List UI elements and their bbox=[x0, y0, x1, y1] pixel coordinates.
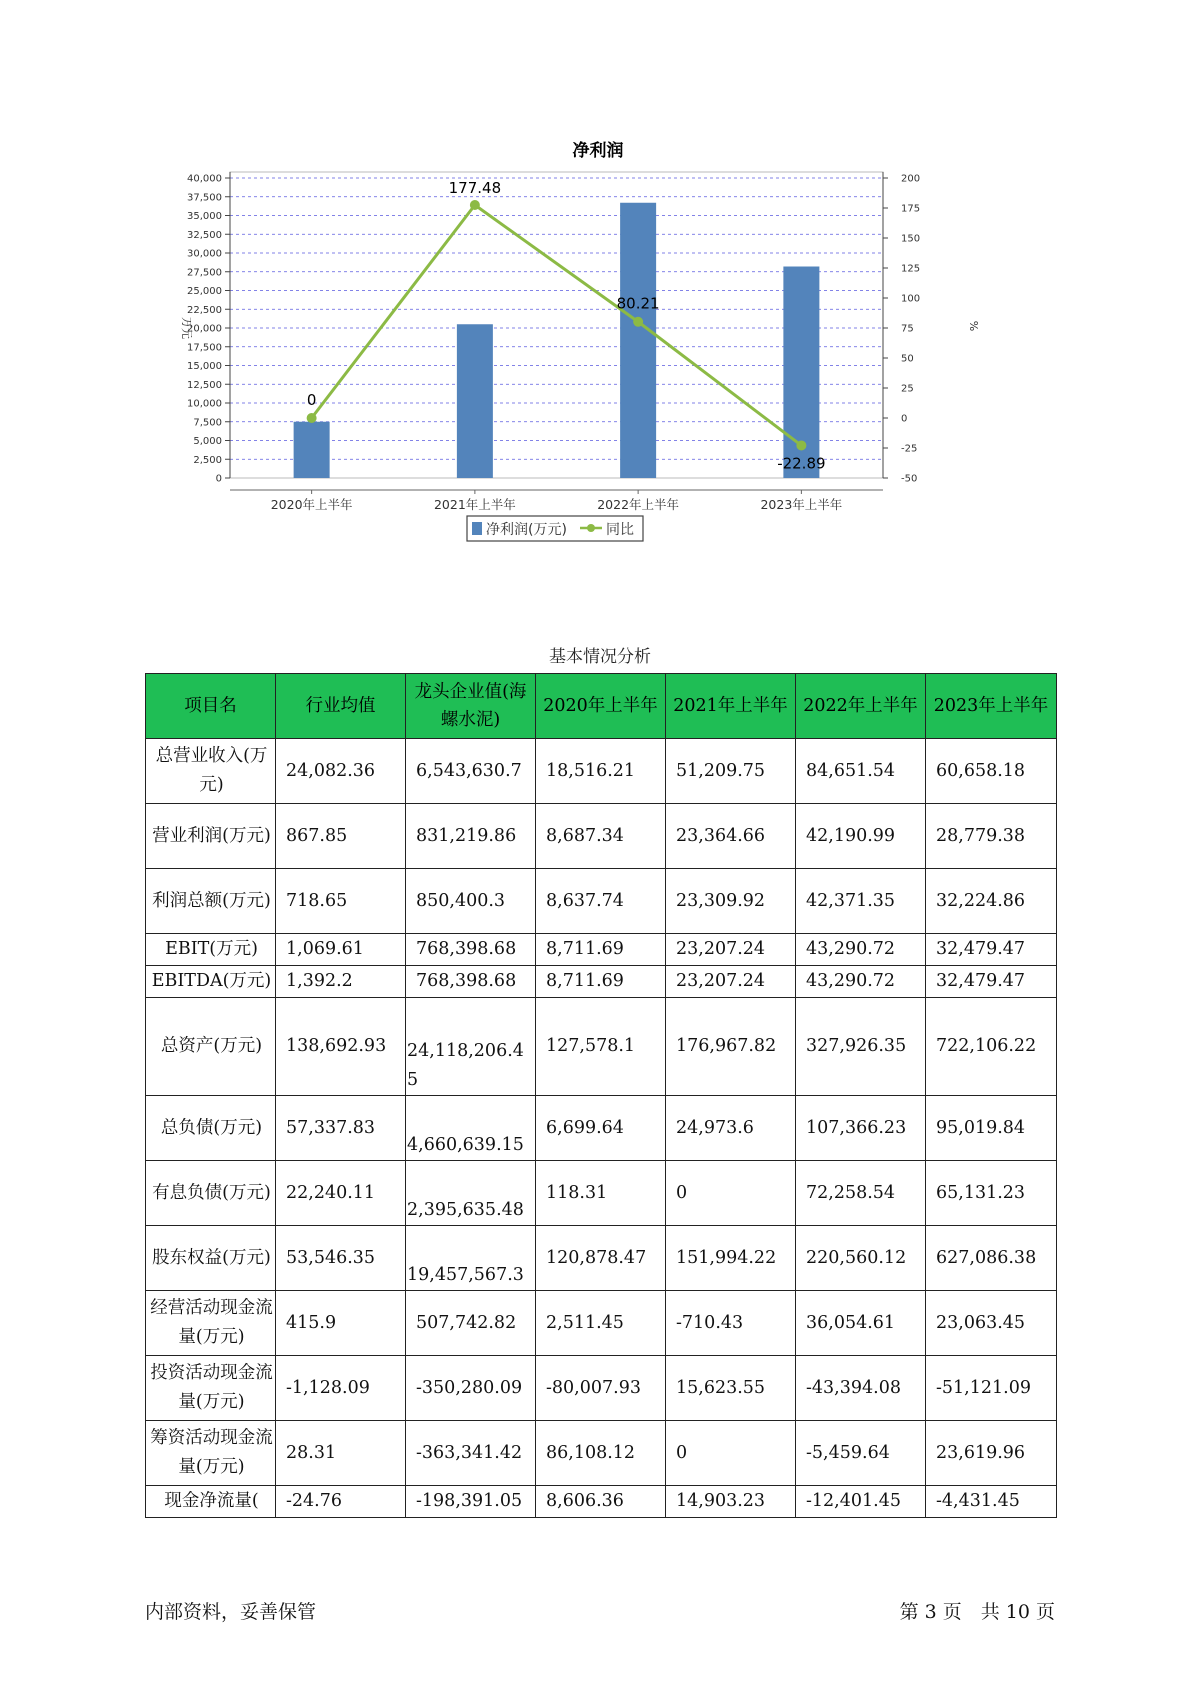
table-row bbox=[146, 1421, 1057, 1486]
table-cell: -1,128.09 bbox=[276, 1356, 406, 1421]
x-tick-label: 2021年上半年 bbox=[433, 497, 516, 512]
table-cell: 176,967.82 bbox=[666, 998, 796, 1096]
yoy-data-label: -22.89 bbox=[777, 454, 826, 473]
table-cell: 151,994.22 bbox=[666, 1226, 796, 1291]
footer-confidential-note: 内部资料，妥善保管 bbox=[145, 1601, 317, 1623]
table-cell: 627,086.38 bbox=[926, 1226, 1057, 1291]
table-cell: 415.9 bbox=[276, 1291, 406, 1356]
table-cell: 65,131.23 bbox=[926, 1161, 1057, 1226]
row-item-name: 股东权益(万元) bbox=[146, 1226, 276, 1291]
y-tick-label: 22,500 bbox=[187, 304, 222, 316]
table-row bbox=[146, 966, 1057, 998]
y-tick-label: 30,000 bbox=[187, 248, 222, 260]
table-cell: 722,106.22 bbox=[926, 998, 1057, 1096]
row-item-name: EBITDA(万元) bbox=[146, 966, 276, 998]
y-tick-label: 10,000 bbox=[187, 398, 222, 410]
chart-canvas bbox=[165, 130, 985, 600]
table-row bbox=[146, 1226, 1057, 1291]
yoy-point bbox=[307, 413, 317, 423]
table-cell: -710.43 bbox=[666, 1291, 796, 1356]
x-tick-label: 2023年上半年 bbox=[760, 497, 843, 512]
y2-tick-label: 175 bbox=[901, 203, 921, 215]
y2-tick-label: 50 bbox=[901, 353, 914, 365]
table-cell: 850,400.3 bbox=[406, 869, 536, 934]
table-cell: 84,651.54 bbox=[796, 739, 926, 804]
table-cell: 138,692.93 bbox=[276, 998, 406, 1096]
header-2023h1: 2023年上半年 bbox=[926, 674, 1057, 739]
table-cell: 327,926.35 bbox=[796, 998, 926, 1096]
table-row bbox=[146, 1486, 1057, 1518]
table-cell: 42,371.35 bbox=[796, 869, 926, 934]
table-cell: 42,190.99 bbox=[796, 804, 926, 869]
table-cell: 127,578.1 bbox=[536, 998, 666, 1096]
y-tick-label: 25,000 bbox=[187, 286, 222, 297]
y-tick-label: 37,500 bbox=[187, 192, 222, 204]
table-cell: 220,560.12 bbox=[796, 1226, 926, 1291]
table-header-row bbox=[146, 674, 1057, 739]
table-cell: 2,511.45 bbox=[536, 1291, 666, 1356]
table-cell: 768,398.68 bbox=[406, 966, 536, 998]
y2-tick-label: 25 bbox=[901, 383, 914, 395]
table-cell: 23,619.96 bbox=[926, 1421, 1057, 1486]
table-row bbox=[146, 1291, 1057, 1356]
table-cell: 867.85 bbox=[276, 804, 406, 869]
table-row bbox=[146, 739, 1057, 804]
table-cell: 23,207.24 bbox=[666, 934, 796, 966]
table-row bbox=[146, 934, 1057, 966]
y2-axis-label: % bbox=[967, 320, 980, 332]
row-item-name: 利润总额(万元) bbox=[146, 869, 276, 934]
table-cell: 36,054.61 bbox=[796, 1291, 926, 1356]
table-cell: 718.65 bbox=[276, 869, 406, 934]
table-cell: 32,479.47 bbox=[926, 934, 1057, 966]
chart-title: 净利润 bbox=[572, 141, 624, 161]
y-tick-label: 32,500 bbox=[187, 229, 222, 241]
basic-analysis-table bbox=[145, 673, 1057, 1518]
table-cell: 831,219.86 bbox=[406, 804, 536, 869]
row-item-name: 经营活动现金流量(万元) bbox=[146, 1291, 276, 1356]
table-cell: 57,337.83 bbox=[276, 1096, 406, 1161]
y-tick-label: 0 bbox=[215, 473, 222, 485]
table-cell: 6,699.64 bbox=[536, 1096, 666, 1161]
table-cell: 18,516.21 bbox=[536, 739, 666, 804]
header-2022h1: 2022年上半年 bbox=[796, 674, 926, 739]
table-cell: 28,779.38 bbox=[926, 804, 1057, 869]
table-cell: -363,341.42 bbox=[406, 1421, 536, 1486]
yoy-point bbox=[633, 317, 643, 327]
table-cell: 19,457,567.3 bbox=[406, 1226, 536, 1291]
legend-bar-swatch bbox=[472, 522, 482, 535]
table-row bbox=[146, 804, 1057, 869]
table-cell: 120,878.47 bbox=[536, 1226, 666, 1291]
table-cell: 107,366.23 bbox=[796, 1096, 926, 1161]
table-cell: 8,711.69 bbox=[536, 934, 666, 966]
table-row bbox=[146, 998, 1057, 1096]
yoy-data-label: 80.21 bbox=[616, 294, 660, 313]
yoy-data-label: 177.48 bbox=[448, 179, 502, 198]
table-cell: 72,258.54 bbox=[796, 1161, 926, 1226]
legend-line-marker bbox=[587, 524, 595, 532]
table-row bbox=[146, 1161, 1057, 1226]
row-item-name: 总负债(万元) bbox=[146, 1096, 276, 1161]
y2-tick-label: -25 bbox=[901, 443, 918, 455]
y2-tick-label: 100 bbox=[901, 293, 921, 305]
table-cell: 118.31 bbox=[536, 1161, 666, 1226]
y-tick-label: 40,000 bbox=[187, 173, 222, 185]
row-item-name: 筹资活动现金流量(万元) bbox=[146, 1421, 276, 1486]
table-cell: 1,069.61 bbox=[276, 934, 406, 966]
y2-tick-label: 125 bbox=[901, 263, 921, 275]
table-cell: -24.76 bbox=[276, 1486, 406, 1518]
table-cell: -350,280.09 bbox=[406, 1356, 536, 1421]
table-cell: 6,543,630.7 bbox=[406, 739, 536, 804]
table-cell: 53,546.35 bbox=[276, 1226, 406, 1291]
legend-series-2: 同比 bbox=[606, 522, 634, 538]
header-2020h1: 2020年上半年 bbox=[536, 674, 666, 739]
row-item-name: EBIT(万元) bbox=[146, 934, 276, 966]
row-item-name: 营业利润(万元) bbox=[146, 804, 276, 869]
header-leader-value: 龙头企业值(海螺水泥) bbox=[406, 674, 536, 739]
y-tick-label: 35,000 bbox=[187, 211, 222, 222]
footer-page-number: 第 3 页 共 10 页 bbox=[899, 1601, 1055, 1623]
table-cell: 24,973.6 bbox=[666, 1096, 796, 1161]
table-cell: -4,431.45 bbox=[926, 1486, 1057, 1518]
table-cell: 28.31 bbox=[276, 1421, 406, 1486]
table-cell: -80,007.93 bbox=[536, 1356, 666, 1421]
table-cell: 51,209.75 bbox=[666, 739, 796, 804]
y-tick-label: 7,500 bbox=[193, 417, 222, 429]
row-item-name: 投资活动现金流量(万元) bbox=[146, 1356, 276, 1421]
table-cell: 8,606.36 bbox=[536, 1486, 666, 1518]
y2-tick-label: 150 bbox=[901, 233, 921, 245]
header-2021h1: 2021年上半年 bbox=[666, 674, 796, 739]
row-item-name: 总资产(万元) bbox=[146, 998, 276, 1096]
table-cell: 32,479.47 bbox=[926, 966, 1057, 998]
table-cell: -12,401.45 bbox=[796, 1486, 926, 1518]
table-cell: 2,395,635.48 bbox=[406, 1161, 536, 1226]
yoy-point bbox=[470, 200, 480, 210]
table-cell: 43,290.72 bbox=[796, 966, 926, 998]
table-cell: -5,459.64 bbox=[796, 1421, 926, 1486]
table-cell: 86,108.12 bbox=[536, 1421, 666, 1486]
table-cell: 24,118,206.45 bbox=[406, 998, 536, 1096]
y-tick-label: 27,500 bbox=[187, 267, 222, 279]
x-tick-label: 2022年上半年 bbox=[597, 497, 680, 512]
table-cell: 23,063.45 bbox=[926, 1291, 1057, 1356]
y-tick-label: 20,000 bbox=[187, 323, 222, 335]
table-cell: 60,658.18 bbox=[926, 739, 1057, 804]
y2-tick-label: -50 bbox=[901, 473, 918, 485]
net-profit-chart bbox=[165, 130, 985, 600]
bar-2020年上半年 bbox=[294, 422, 330, 478]
table-cell: -51,121.09 bbox=[926, 1356, 1057, 1421]
table-row bbox=[146, 1096, 1057, 1161]
y-tick-label: 15,000 bbox=[187, 361, 222, 372]
x-tick-label: 2020年上半年 bbox=[270, 497, 353, 512]
table-cell: 8,687.34 bbox=[536, 804, 666, 869]
table-cell: 23,309.92 bbox=[666, 869, 796, 934]
table-cell: 1,392.2 bbox=[276, 966, 406, 998]
table-row bbox=[146, 1356, 1057, 1421]
legend-series-1: 净利润(万元) bbox=[486, 522, 567, 538]
table-cell: 8,637.74 bbox=[536, 869, 666, 934]
yoy-point bbox=[796, 440, 806, 450]
table-row bbox=[146, 869, 1057, 934]
table-cell: -43,394.08 bbox=[796, 1356, 926, 1421]
header-industry-avg: 行业均值 bbox=[276, 674, 406, 739]
header-item-name: 项目名 bbox=[146, 674, 276, 739]
yoy-line bbox=[312, 205, 802, 445]
y-tick-label: 2,500 bbox=[193, 454, 222, 466]
table-cell: 15,623.55 bbox=[666, 1356, 796, 1421]
table-cell: 0 bbox=[666, 1161, 796, 1226]
table-cell: 23,207.24 bbox=[666, 966, 796, 998]
table-caption: 基本情况分析 bbox=[549, 647, 651, 667]
bar-2021年上半年 bbox=[457, 324, 493, 478]
yoy-data-label: 0 bbox=[306, 391, 317, 409]
table-cell: 0 bbox=[666, 1421, 796, 1486]
table-cell: 4,660,639.15 bbox=[406, 1096, 536, 1161]
y-axis-label: 万元 bbox=[180, 317, 193, 339]
table-cell: 24,082.36 bbox=[276, 739, 406, 804]
row-item-name: 现金净流量( bbox=[146, 1486, 276, 1518]
table-cell: 768,398.68 bbox=[406, 934, 536, 966]
table-cell: -198,391.05 bbox=[406, 1486, 536, 1518]
table-cell: 43,290.72 bbox=[796, 934, 926, 966]
chart-legend bbox=[467, 516, 643, 541]
y2-tick-label: 200 bbox=[901, 173, 921, 185]
table-cell: 32,224.86 bbox=[926, 869, 1057, 934]
y2-tick-label: 75 bbox=[901, 323, 914, 335]
table-cell: 14,903.23 bbox=[666, 1486, 796, 1518]
y-tick-label: 12,500 bbox=[187, 379, 222, 391]
table-cell: 8,711.69 bbox=[536, 966, 666, 998]
table-cell: 22,240.11 bbox=[276, 1161, 406, 1226]
table-cell: 95,019.84 bbox=[926, 1096, 1057, 1161]
bar-2022年上半年 bbox=[620, 203, 656, 478]
table-cell: 507,742.82 bbox=[406, 1291, 536, 1356]
y-tick-label: 17,500 bbox=[187, 342, 222, 354]
y2-tick-label: 0 bbox=[901, 413, 908, 425]
y-tick-label: 5,000 bbox=[193, 436, 222, 447]
row-item-name: 有息负债(万元) bbox=[146, 1161, 276, 1226]
table-cell: 23,364.66 bbox=[666, 804, 796, 869]
row-item-name: 总营业收入(万元) bbox=[146, 739, 276, 804]
